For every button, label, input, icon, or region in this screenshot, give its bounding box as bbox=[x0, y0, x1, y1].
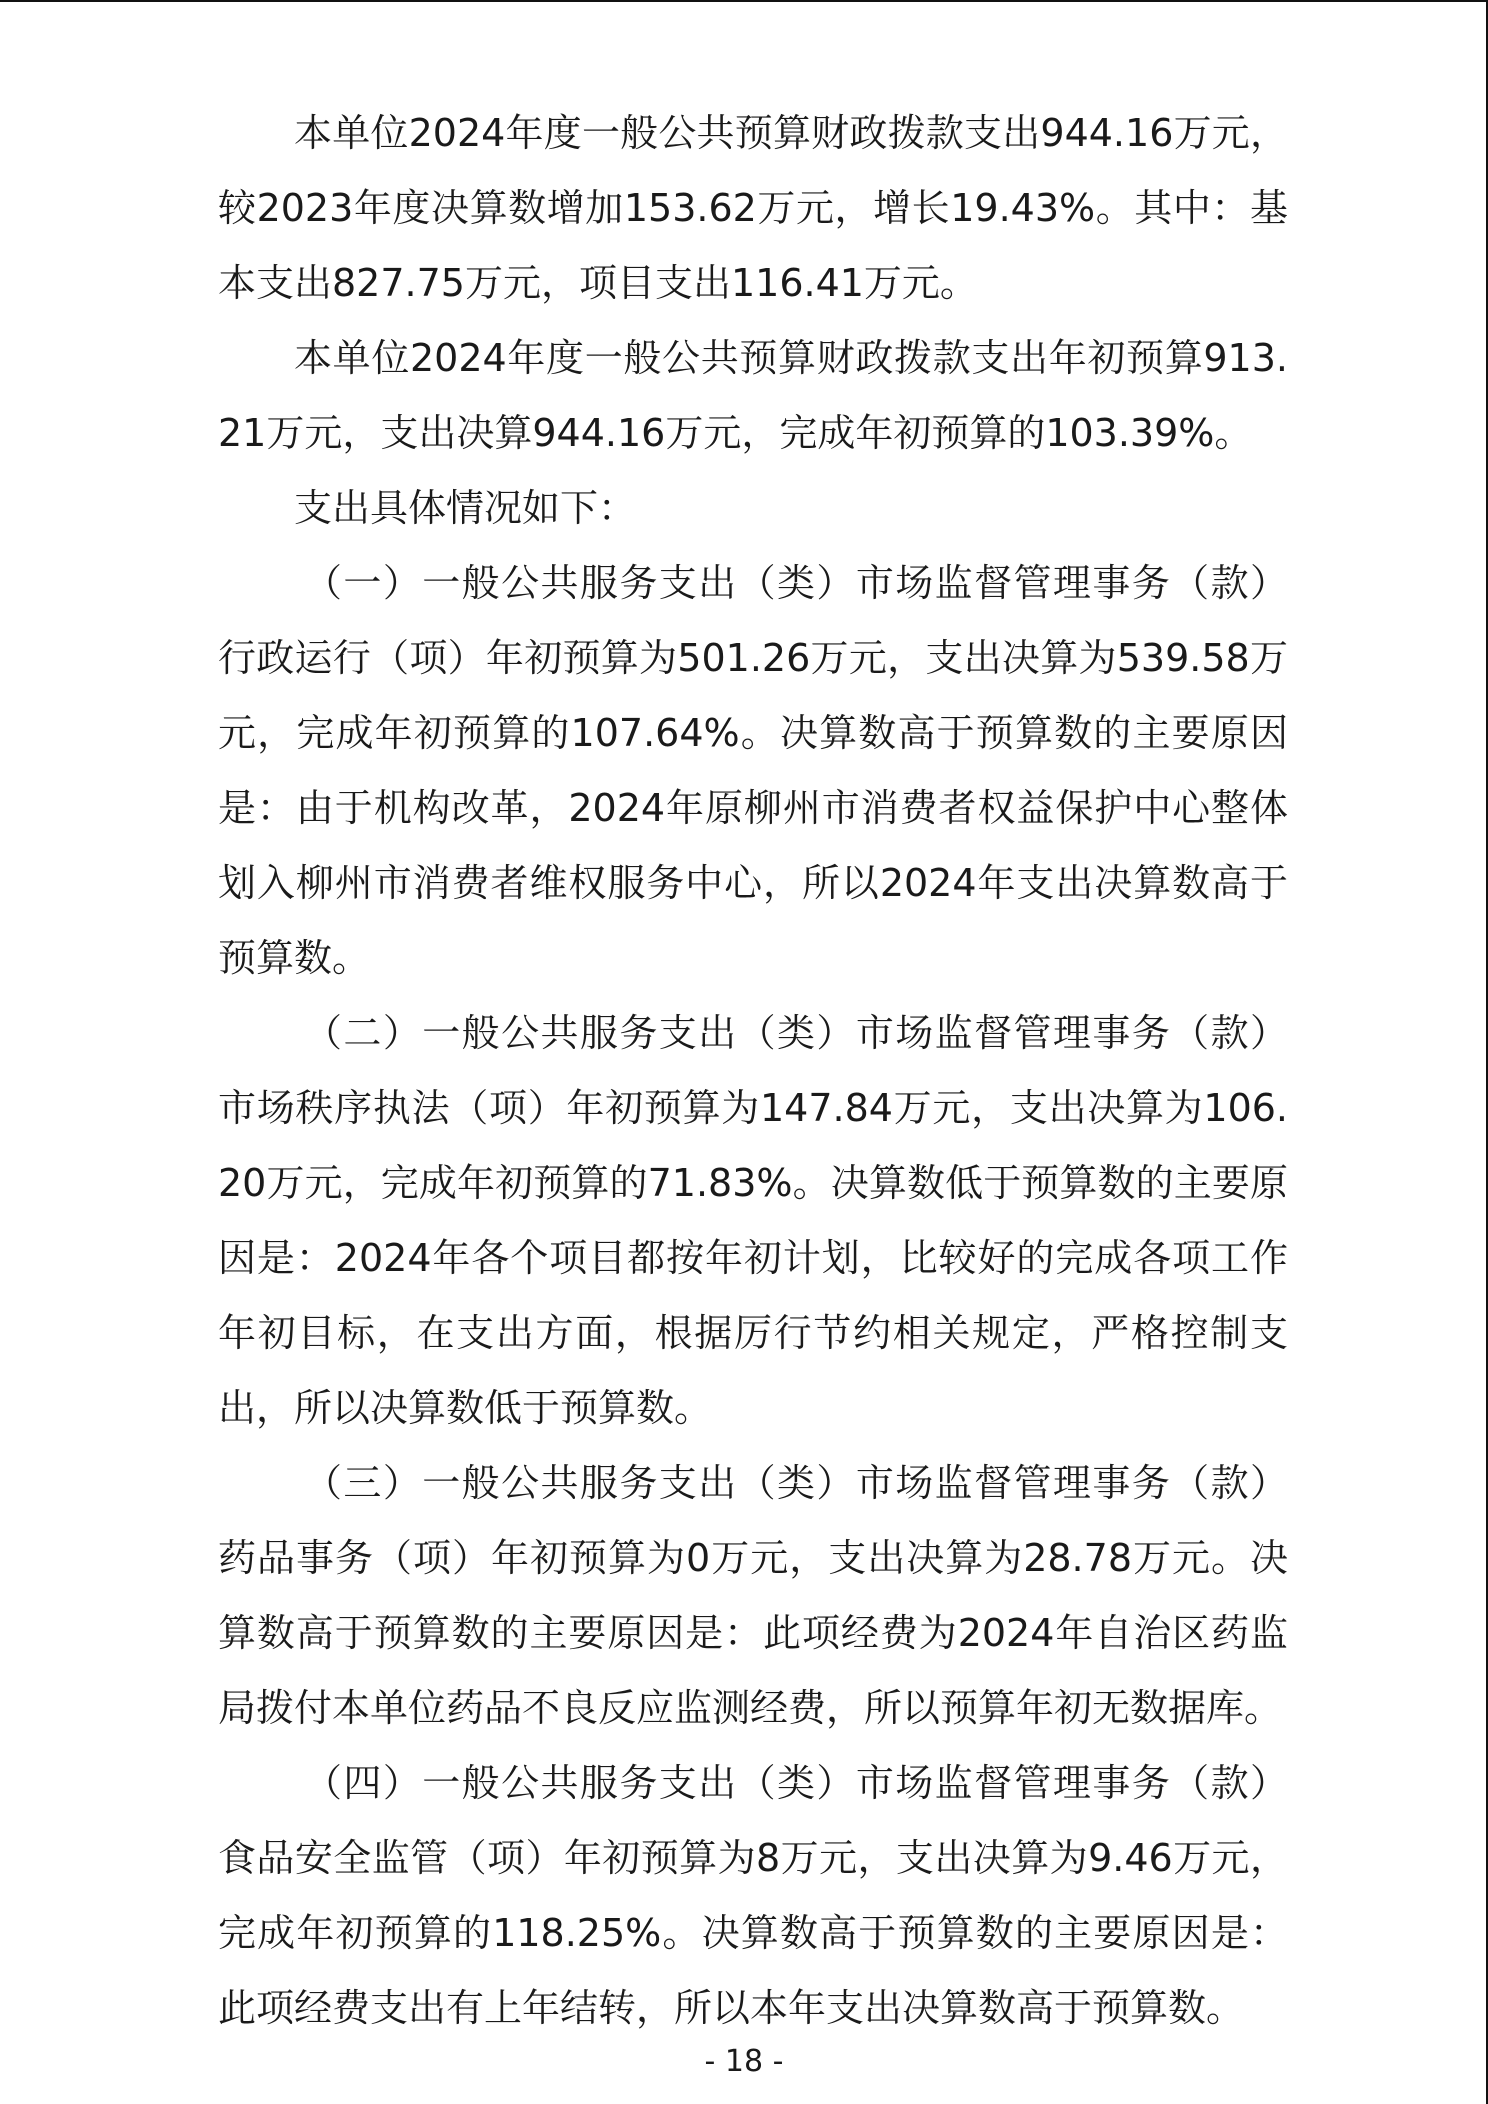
paragraph-budget-completion: 本单位2024年度一般公共预算财政拨款支出年初预算913.21万元，支出决算944.16万元，完成年初预算的103.39%。 bbox=[218, 336, 1288, 455]
paragraph-item-1-administrative-operation: （一）一般公共服务支出（类）市场监督管理事务（款）行政运行（项）年初预算为501.26万元，支出决算为539.58万元，完成年初预算的107.64%。决算数高于预算数的主要原因是：由于机构改革，2024年原柳州市消费者权益保护中心整体划入柳州市消费者维权服务中心，所以2024年支出决算数高于预算数。 bbox=[218, 561, 1288, 980]
page-top-border bbox=[0, 0, 1488, 2]
paragraph-item-4-food-safety: （四）一般公共服务支出（类）市场监督管理事务（款）食品安全监管（项）年初预算为8万元，支出决算为9.46万元，完成年初预算的118.25%。决算数高于预算数的主要原因是：此项经费支出有上年结转，所以本年支出决算数高于预算数。 bbox=[218, 1761, 1288, 2030]
page-number: - 18 - bbox=[704, 2044, 784, 2079]
document-body bbox=[218, 96, 1288, 2046]
paragraph-item-3-drug-affairs: （三）一般公共服务支出（类）市场监督管理事务（款）药品事务（项）年初预算为0万元，支出决算为28.78万元。决算数高于预算数的主要原因是：此项经费为2024年自治区药监局拨付本单位药品不良反应监测经费，所以预算年初无数据库。 bbox=[218, 1461, 1288, 1730]
paragraph-details-intro: 支出具体情况如下： bbox=[294, 486, 637, 530]
paragraph-expenditure-summary: 本单位2024年度一般公共预算财政拨款支出944.16万元，较2023年度决算数增加153.62万元，增长19.43%。其中：基本支出827.75万元，项目支出116.41万元。 bbox=[218, 111, 1288, 305]
paragraph-item-2-market-order-enforcement: （二）一般公共服务支出（类）市场监督管理事务（款）市场秩序执法（项）年初预算为147.84万元，支出决算为106.20万元，完成年初预算的71.83%。决算数低于预算数的主要原因是：2024年各个项目都按年初计划，比较好的完成各项工作年初目标，在支出方面，根据厉行节约相关规定，严格控制支出，所以决算数低于预算数。 bbox=[218, 1011, 1288, 1430]
